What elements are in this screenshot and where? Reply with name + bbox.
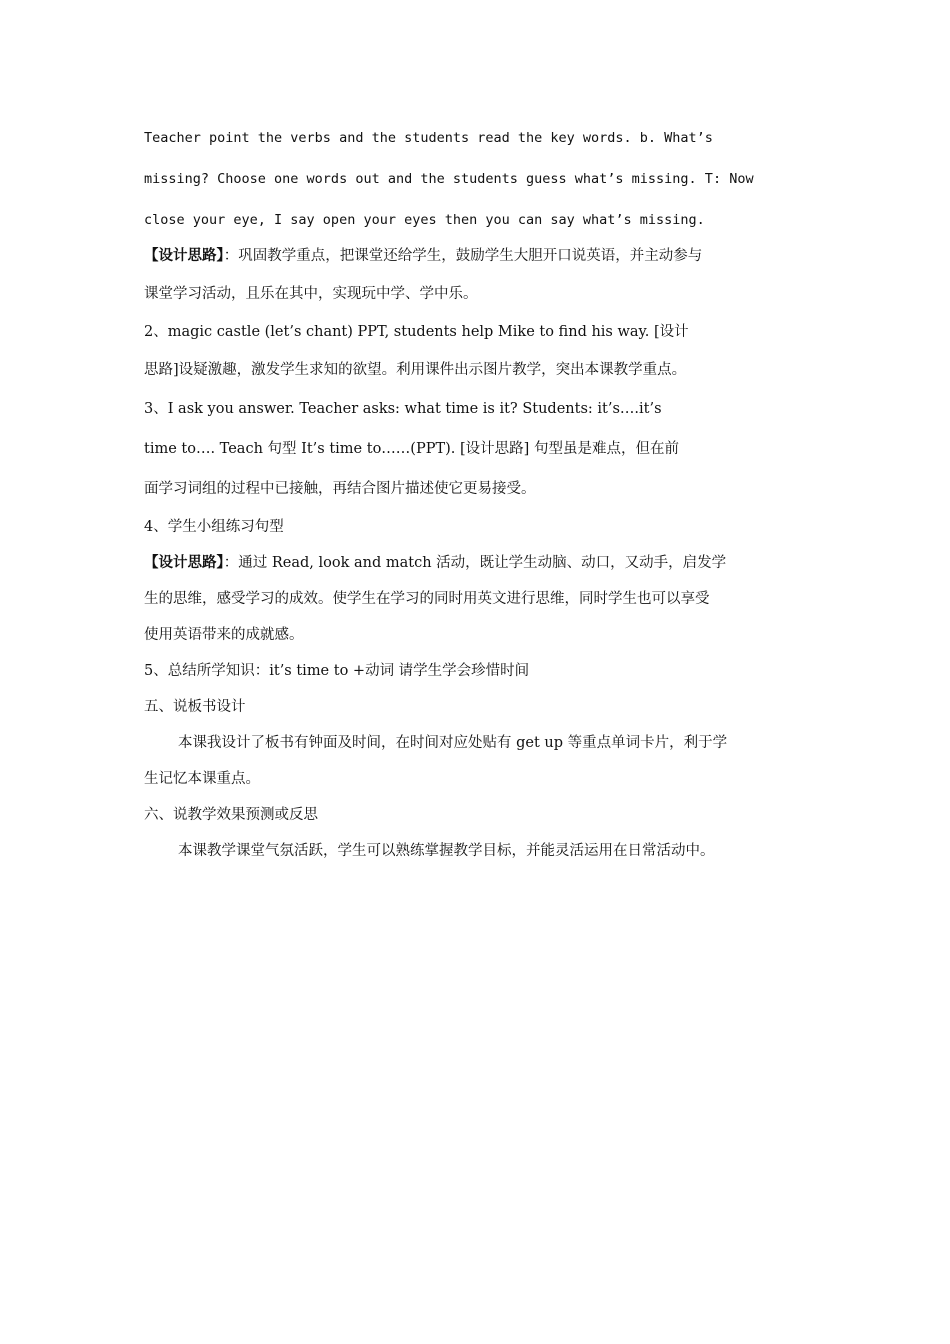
text-line: close your eye, I say open your eyes then you can say what’s missing. (144, 212, 705, 228)
paragraph-board-design (144, 725, 808, 797)
text-line: ：通过 Read, look and match 活动，既让学生动脑、动口，又动手，启发学 (223, 555, 727, 571)
paragraph-reflection: 本课教学课堂气氛活跃，学生可以熟练掌握教学目标，并能灵活运用在日常活动中。 (178, 843, 715, 859)
text-line: 生记忆本课重点。 (144, 771, 260, 787)
section-heading-reflection: 六、说教学效果预测或反思 (144, 807, 318, 823)
design-rationale-label: 【设计思路】 (144, 247, 224, 264)
text-line: 本课我设计了板书有钟面及时间，在时间对应处贴有 get up 等重点单词卡片，利于学 (178, 735, 728, 751)
paragraph-design-rationale-2 (144, 545, 808, 653)
text-line: 3、I ask you answer. Teacher asks: what time is it? Students: it’s….it’s (144, 401, 662, 417)
text-line: time to…. Teach 句型 It’s time to……(PPT). [设计思路] 句型虽是难点，但在前 (144, 441, 679, 457)
paragraph-step-2 (144, 313, 808, 389)
text-line: 生的思维，感受学习的成效。使学生在学习的同时用英文进行思维，同时学生也可以享受 (144, 591, 710, 607)
paragraph-step-4: 4、学生小组练习句型 (144, 519, 284, 535)
text-line: Teacher point the verbs and the students read the key words. b. What’s (144, 130, 713, 146)
section-heading-board-design: 五、说板书设计 (144, 699, 246, 715)
text-line: missing? Choose one words out and the students guess what’s missing. T: Now (144, 171, 754, 187)
document-body (144, 118, 808, 869)
text-line: 思路]设疑激趣，激发学生求知的欲望。利用课件出示图片教学，突出本课教学重点。 (144, 362, 687, 378)
paragraph-activity-missing (144, 118, 808, 241)
paragraph-step-3 (144, 389, 808, 509)
paragraph-design-rationale-1 (144, 237, 808, 313)
text-line: 面学习词组的过程中已接触，再结合图片描述使它更易接受。 (144, 481, 536, 497)
paragraph-step-5: 5、总结所学知识：it’s time to +动词 请学生学会珍惜时间 (144, 663, 530, 679)
text-line: 课堂学习活动，且乐在其中，实现玩中学、学中乐。 (144, 286, 478, 302)
design-rationale-label: 【设计思路】 (144, 554, 224, 571)
text-line: ：巩固教学重点，把课堂还给学生，鼓励学生大胆开口说英语，并主动参与 (223, 248, 703, 264)
text-line: 2、magic castle (let’s chant) PPT, students help Mike to find his way. [设计 (144, 324, 689, 340)
text-line: 使用英语带来的成就感。 (144, 627, 304, 643)
